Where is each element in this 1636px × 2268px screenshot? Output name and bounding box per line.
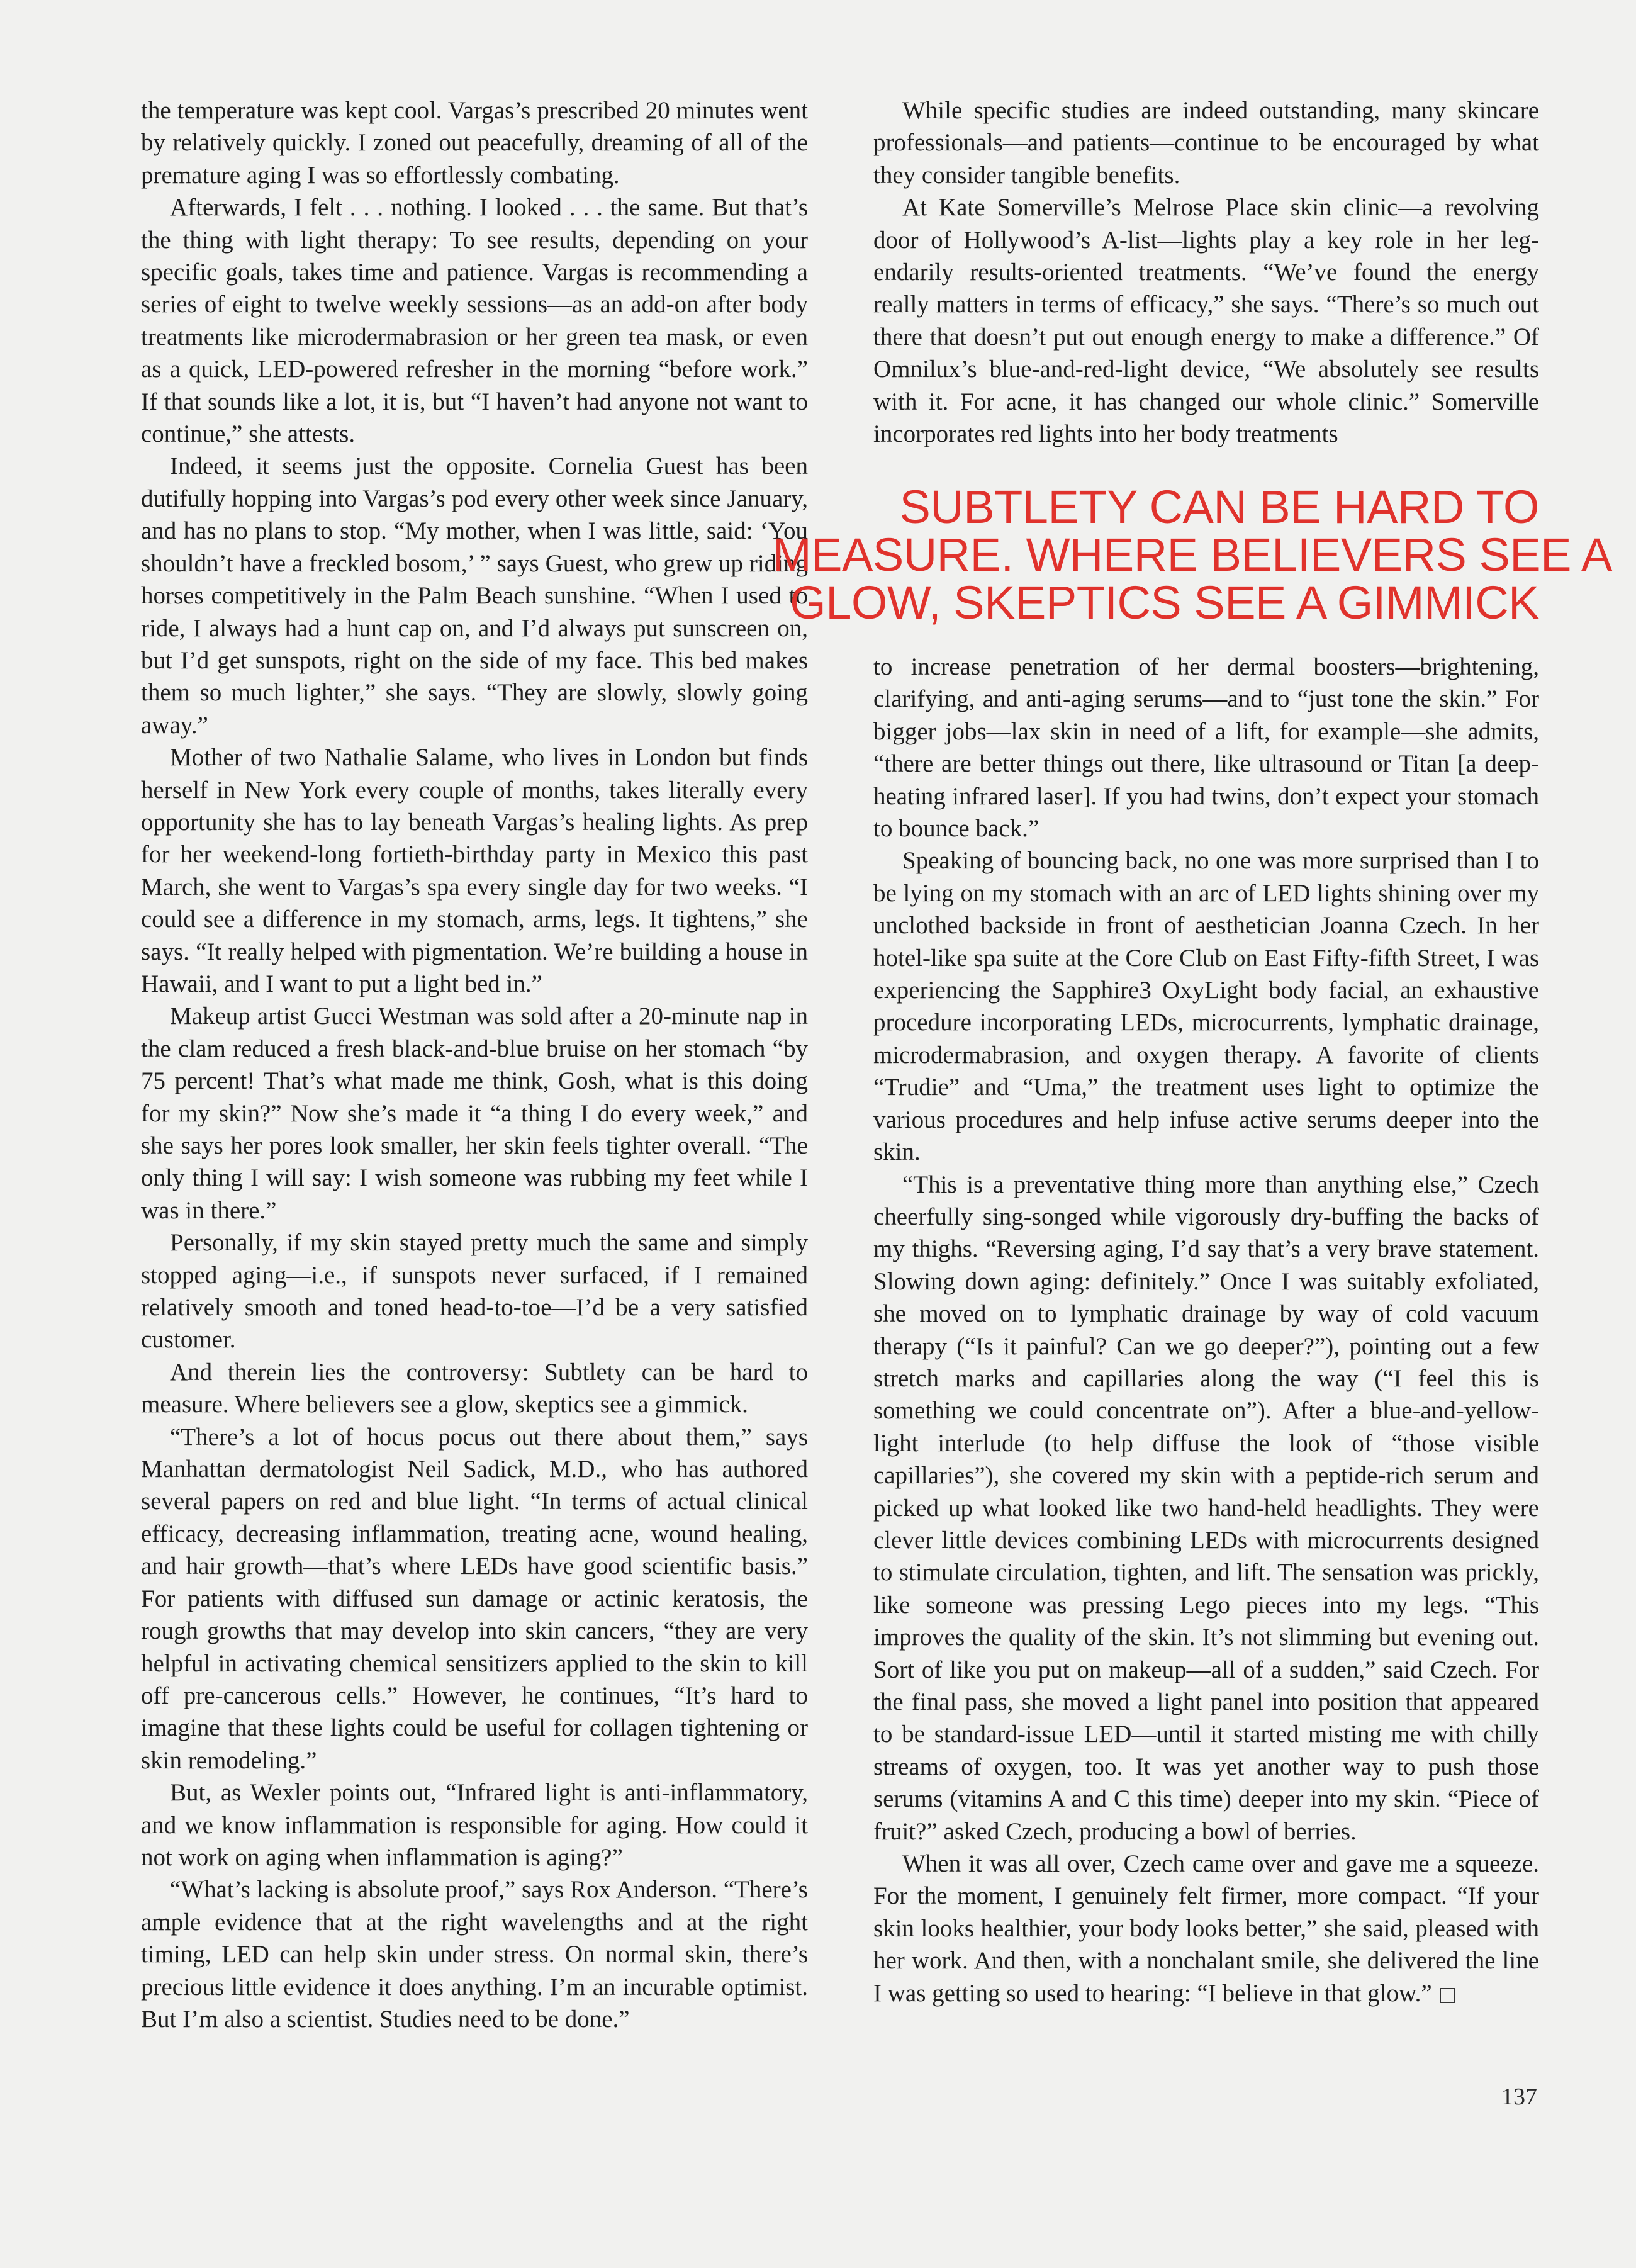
- paragraph: “This is a preventative thing more than anything else,” Czech cheerfully sing-songed while vigorously dry-buffing the backs of my thighs. “Reversing aging, I’d say that’s a very brave statement. Slowing down aging: definitely.” Once I was suitably exfoliated, she moved on to lymphatic drainage by way of cold vacuum therapy (“Is it painful? Can we go deeper?”), pointing out a few stretch marks and capillaries along the way (“I feel this is something we could concentrate on”). After a blue-and-yellow-light interlude (to help diffuse the look of “those visible capillaries”), she covered my skin with a peptide-rich serum and picked up what looked like two hand-held headlights. They were clever little devices combining LEDs with microcurrents designed to stimulate circulation, tighten, and lift. The sensation was prickly, like someone was pressing Lego pieces into my legs. “This improves the quality of the skin. It’s not slimming but evening out. Sort of like you put on makeup—all of a sudden,” said Czech. For the final pass, she moved a light panel into position that appeared to be standard-issue LED—until it started misting me with chilly streams of oxygen, too. It was yet another way to push those serums (vitamins A and C this time) deeper into my skin. “Piece of fruit?” asked Czech, producing a bowl of berries.: [873, 1170, 1539, 1845]
- final-paragraph: [873, 1848, 1539, 2009]
- paragraph: Mother of two Nathalie Salame, who lives in London but finds herself in New York every couple of months, takes literally every opportunity she has to lay beneath Vargas’s healing lights. As prep for her weekend-long fortieth-birthday party in Mexico this past March, she went to Vargas’s spa every single day for two weeks. “I could see a difference in my stomach, arms, legs. It tightens,” she says. “It really helped with pigmentation. We’re building a house in Hawaii, and I want to put a light bed in.”: [141, 744, 808, 997]
- paragraph: to increase penetration of her dermal boosters—brightening, clarifying, and anti-aging serums—and to “just tone the skin.” For bigger jobs—lax skin in need of a lift, for example—she admits, “there are better things out there, like ultrasound or Titan [a deep-heating infrared laser]. If you had twins, don’t expect your stomach to bounce back.”: [873, 653, 1539, 843]
- paragraph: Makeup artist Gucci Westman was sold after a 20-minute nap in the clam reduced a fresh black-and-blue bruise on her stomach “by 75 percent! That’s what made me think, Gosh, what is this doing for my skin?” Now she’s made it “a thing I do every week,” and she says her pores look smaller, her skin feels tighter overall. “The only thing I will say: I wish someone was rubbing my feet while I was in there.”: [141, 1002, 808, 1224]
- pull-quote-line: SUBTLETY CAN BE HARD TO: [899, 481, 1539, 533]
- pull-quote-line: MEASURE. WHERE BELIEVERS SEE A: [773, 529, 1612, 581]
- left-text-column: [141, 94, 808, 2035]
- paragraph: “What’s lacking is absolute proof,” says Rox Anderson. “There’s ample evidence that at the right wavelengths and at the right timing, LED can help skin under stress. On normal skin, there’s precious little evidence it does anything. I’m an incurable optimist. But I’m also a scientist. Studies need to be done.”: [141, 1876, 808, 2033]
- paragraph: “There’s a lot of hocus pocus out there about them,” says Manhattan dermatologist Neil Sadick, M.D., who has authored several papers on red and blue light. “In terms of actual clinical efficacy, decreasing inflammation, treating acne, wound healing, and hair growth—that’s where LEDs have good scientific basis.” For patients with diffused sun damage or actinic keratosis, the rough growths that may develop into skin cancers, “they are very helpful in activating chemical sensitizers applied to the skin to kill off pre-cancerous cells.” However, he continues, “It’s hard to imagine that these lights could be useful for collagen tightening or skin remodeling.”: [141, 1423, 808, 1774]
- right-text-column-bottom: [873, 651, 1539, 2009]
- paragraph: While specific studies are indeed outstanding, many skincare professionals—and patients—continue to be encouraged by what they consider tangible benefits.: [873, 97, 1539, 189]
- paragraph-text: When it was all over, Czech came over and gave me a squeeze. For the moment, I genuinely felt firmer, more compact. “If your skin looks healthier, your body looks better,” she said, pleased with her work. And then, with a nonchalant smile, she delivered the line I was getting so used to hearing: “I believe in that glow.”: [873, 1850, 1539, 2007]
- paragraph: And therein lies the controversy: Subtlety can be hard to measure. Where believers see a glow, skeptics see a gimmick.: [141, 1358, 808, 1418]
- end-of-article-square-icon: [1440, 1988, 1455, 2003]
- pull-quote-line: GLOW, SKEPTICS SEE A GIMMICK: [790, 576, 1539, 629]
- paragraph: But, as Wexler points out, “Infrared light is anti-inflammatory, and we know inflammation is responsible for aging. How could it not work on aging when inflammation is aging?”: [141, 1779, 808, 1871]
- paragraph: Indeed, it seems just the opposite. Cornelia Guest has been dutifully hopping into Vargas’s pod every other week since January, and has no plans to stop. “My mother, when I was little, said: ‘You shouldn’t have a freckled bosom,’ ” says Guest, who grew up riding horses competitively in the Palm Beach sunshine. “When I used to ride, I always had a hunt cap on, and I’d always put sunscreen on, but I’d get sunspots, right on the side of my face. This bed makes them so much lighter,” she says. “They are slowly, slowly going away.”: [141, 452, 808, 739]
- paragraph: Afterwards, I felt . . . nothing. I looked . . . the same. But that’s the thing with light therapy: To see results, depending on your specific goals, takes time and patience. Vargas is recommending a series of eight to twelve weekly sessions—as an add-on after body treatments like microdermabrasion or her green tea mask, or even as a quick, LED-powered refresher in the morning “before work.” If that sounds like a lot, it is, but “I haven’t had anyone not want to continue,” she attests.: [141, 194, 808, 448]
- paragraph: the temperature was kept cool. Vargas’s prescribed 20 minutes went by relatively quickly. I zoned out peacefully, dreaming of all of the premature aging I was so effortlessly combating.: [141, 97, 808, 189]
- paragraph: Speaking of bouncing back, no one was more surprised than I to be lying on my stomach with an arc of LED lights shining over my unclothed backside in front of aesthetician Joanna Czech. In her hotel-like spa suite at the Core Club on East Fifty-fifth Street, I was experiencing the Sapphire3 OxyLight body facial, an exhaustive procedure incorporating LEDs, microcurrents, lymphatic drainage, microdermabrasion, and oxygen therapy. A favorite of clients “Trudie” and “Uma,” the treatment uses light to optimize the various procedures and help infuse active serums deeper into the skin.: [873, 847, 1539, 1166]
- right-text-column-top: [873, 94, 1539, 450]
- page-number: 137: [1501, 2084, 1537, 2110]
- pull-quote: [773, 481, 1612, 629]
- paragraph: Personally, if my skin stayed pretty much the same and simply stopped aging—i.e., if sunspots never surfaced, if I remained relatively smooth and toned head-to-toe—I’d be a very satisfied customer.: [141, 1229, 808, 1354]
- paragraph: At Kate Somerville’s Melrose Place skin clinic—a revolving door of Hollywood’s A-list—lights play a key role in her legendarily results-oriented treatments. “We’ve found the energy really matters in terms of efficacy,” she says. “There’s so much out there that doesn’t put out enough energy to make a difference.” Of Omnilux’s blue-and-red-light device, “We absolutely see results with it. For acne, it has changed our whole clinic.” Somerville incorporates red lights into her body treatments: [873, 194, 1539, 448]
